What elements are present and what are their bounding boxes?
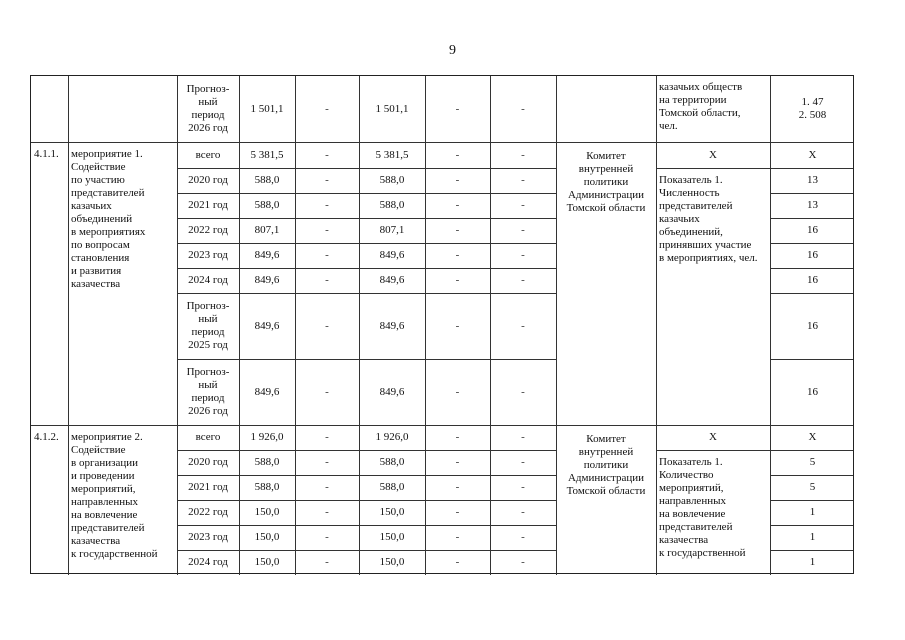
indicator-value-cell: 13 [807, 174, 818, 186]
table-rule [656, 168, 770, 169]
amount-cell: - [521, 556, 525, 568]
indicator-value-cell: 16 [807, 274, 818, 286]
amount-cell: 807,1 [254, 224, 280, 236]
amount-cell: - [455, 481, 460, 493]
amount-cell: - [455, 102, 460, 115]
budget-table [30, 75, 854, 574]
amount-cell: - [455, 431, 460, 443]
amount-cell: 150,0 [254, 506, 280, 518]
table-rule [556, 76, 557, 575]
table-rule [68, 76, 69, 575]
indicator-value-cell: 1 [809, 506, 816, 518]
indicator-value-cell: X [808, 431, 817, 443]
amount-cell: 150,0 [379, 556, 405, 568]
period-cell: 2022 год [188, 224, 228, 236]
amount-cell: - [325, 319, 329, 332]
amount-cell: - [325, 274, 329, 286]
indicator-total-cell: X [709, 148, 717, 161]
amount-cell: 588,0 [254, 174, 280, 186]
amount-cell: - [325, 199, 329, 211]
section-title: мероприятие 2. Содействие в организации и проведении мероприятий, направленных на вовлечение представителей казачества к государственной [71, 431, 158, 560]
executor-text: Комитет внутренней политики Администрации Томской области [566, 433, 646, 497]
period-cell: Прогноз- ный период 2026 год [186, 366, 230, 417]
amount-cell: - [521, 174, 525, 186]
amount-cell: - [455, 148, 460, 161]
period-cell: всего [195, 148, 221, 161]
amount-cell: 588,0 [379, 199, 405, 211]
period-cell: Прогноз- ный период 2025 год [186, 300, 230, 351]
amount-cell: - [521, 431, 525, 443]
amount-cell: 588,0 [379, 174, 405, 186]
amount-cell: - [455, 385, 460, 398]
period-cell: всего [195, 431, 221, 443]
amount-cell: 588,0 [254, 199, 280, 211]
section-number: 4.1.2. [34, 431, 59, 443]
amount-cell: - [325, 506, 329, 518]
amount-cell: 849,6 [254, 319, 280, 332]
amount-cell: 5 381,5 [375, 148, 409, 161]
amount-cell: 1 926,0 [250, 431, 284, 443]
indicator-text: казачьих обществ на территории Томской области, чел. [659, 81, 743, 132]
section-title: мероприятие 1. Содействие по участию представителей казачьих объединений в мероприятиях по вопросам становления и развития казачества [71, 148, 146, 290]
amount-cell: 5 381,5 [250, 148, 284, 161]
indicator-text: Показатель 1. Количество мероприятий, направленных на вовлечение представителей казачества к государственной [659, 456, 746, 559]
amount-cell: - [521, 274, 525, 286]
amount-cell: 150,0 [254, 556, 280, 568]
amount-cell: 1 926,0 [375, 431, 409, 443]
amount-cell: 849,6 [379, 249, 405, 261]
amount-cell: - [325, 249, 329, 261]
amount-cell: - [521, 148, 525, 161]
amount-cell: - [455, 274, 460, 286]
amount-cell: - [521, 456, 525, 468]
amount-cell: - [325, 102, 329, 115]
amount-cell: - [455, 506, 460, 518]
indicator-value-cell: 1. 47 2. 508 [798, 96, 827, 121]
indicator-value-cell: 16 [807, 319, 818, 332]
indicator-value-cell: 1 [809, 556, 816, 568]
amount-cell: - [521, 385, 525, 398]
amount-cell: - [455, 224, 460, 236]
page-number: 9 [449, 43, 456, 58]
amount-cell: 849,6 [379, 274, 405, 286]
amount-cell: - [325, 531, 329, 543]
amount-cell: - [521, 224, 525, 236]
amount-cell: 807,1 [379, 224, 405, 236]
period-cell: 2020 год [188, 174, 228, 186]
table-rule [656, 450, 770, 451]
amount-cell: 588,0 [379, 456, 405, 468]
indicator-text: Показатель 1. Численность представителей казачьих объединений, принявших участие в мероприятиях, чел. [659, 174, 758, 264]
amount-cell: - [455, 556, 460, 568]
period-cell: Прогноз- ный период 2026 год [186, 83, 230, 134]
indicator-value-cell: 1 [809, 531, 816, 543]
amount-cell: 849,6 [379, 385, 405, 398]
amount-cell: 849,6 [254, 385, 280, 398]
indicator-value-cell: 16 [807, 249, 818, 261]
amount-cell: - [521, 319, 525, 332]
amount-cell: - [455, 174, 460, 186]
amount-cell: 588,0 [254, 481, 280, 493]
amount-cell: - [455, 319, 460, 332]
section-number: 4.1.1. [34, 148, 59, 160]
amount-cell: 849,6 [379, 319, 405, 332]
amount-cell: - [455, 531, 460, 543]
amount-cell: - [455, 456, 460, 468]
period-cell: 2024 год [188, 556, 228, 568]
amount-cell: - [325, 385, 329, 398]
period-cell: 2021 год [188, 199, 228, 211]
amount-cell: - [455, 199, 460, 211]
period-cell: 2021 год [188, 481, 228, 493]
indicator-value-cell: 5 [809, 456, 816, 468]
amount-cell: - [521, 481, 525, 493]
indicator-value-cell: X [808, 148, 817, 161]
amount-cell: - [325, 556, 329, 568]
amount-cell: - [325, 456, 329, 468]
amount-cell: - [325, 174, 329, 186]
period-cell: 2023 год [188, 531, 228, 543]
period-cell: 2023 год [188, 249, 228, 261]
amount-cell: 150,0 [379, 531, 405, 543]
amount-cell: 150,0 [254, 531, 280, 543]
indicator-value-cell: 13 [807, 199, 818, 211]
period-cell: 2024 год [188, 274, 228, 286]
amount-cell: - [325, 224, 329, 236]
indicator-value-cell: 5 [809, 481, 816, 493]
amount-cell: 588,0 [379, 481, 405, 493]
amount-cell: 1 501,1 [375, 102, 409, 115]
amount-cell: 849,6 [254, 274, 280, 286]
amount-cell: 849,6 [254, 249, 280, 261]
period-cell: 2020 год [188, 456, 228, 468]
indicator-value-cell: 16 [807, 385, 818, 398]
amount-cell: - [521, 102, 525, 115]
amount-cell: - [521, 199, 525, 211]
amount-cell: 1 501,1 [250, 102, 284, 115]
amount-cell: - [325, 481, 329, 493]
amount-cell: - [521, 531, 525, 543]
indicator-value-cell: 16 [807, 224, 818, 236]
period-cell: 2022 год [188, 506, 228, 518]
indicator-total-cell: X [709, 431, 717, 443]
executor-text: Комитет внутренней политики Администрации Томской области [566, 150, 646, 214]
amount-cell: 150,0 [379, 506, 405, 518]
amount-cell: 588,0 [254, 456, 280, 468]
amount-cell: - [325, 431, 329, 443]
amount-cell: - [521, 506, 525, 518]
amount-cell: - [325, 148, 329, 161]
amount-cell: - [455, 249, 460, 261]
amount-cell: - [521, 249, 525, 261]
